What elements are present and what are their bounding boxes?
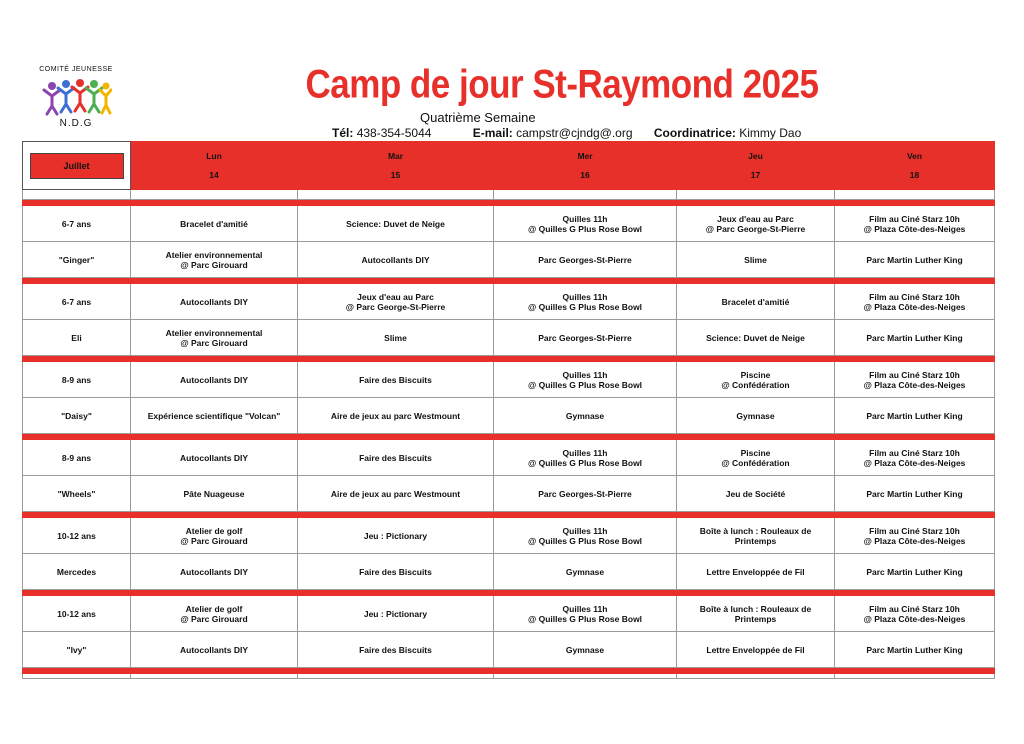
activity-cell <box>677 362 835 398</box>
activity-line: Faire des Biscuits <box>359 374 432 385</box>
month-cell <box>23 142 131 190</box>
group-label: "Wheels" <box>23 476 131 512</box>
group-label: 6-7 ans <box>23 206 131 242</box>
activity-line: Slime <box>744 254 767 265</box>
logo-bottom-text: N.D.G <box>59 118 93 129</box>
activity-line: Aire de jeux au parc Westmount <box>330 488 461 499</box>
activity-line: Quilles 11h <box>562 525 608 536</box>
activity-line: Autocollants DIY <box>179 644 248 655</box>
activity-cell <box>835 518 995 554</box>
activity-line: Atelier environnemental <box>165 249 263 260</box>
activity-line: Printemps <box>734 613 777 624</box>
activity-line: @ Plaza Côte-des-Neiges <box>863 457 966 468</box>
activity-line: Bracelet d'amitié <box>721 296 790 307</box>
activity-line: Gymnase <box>565 410 605 421</box>
activity-cell <box>835 554 995 590</box>
activity-line: Lettre Enveloppée de Fil <box>706 566 805 577</box>
activity-cell <box>677 320 835 356</box>
group-label: "Ivy" <box>23 632 131 668</box>
activity-cell <box>494 398 677 434</box>
table-row <box>23 362 995 398</box>
activity-line: Parc Georges-St-Pierre <box>538 332 632 343</box>
activity-line: Piscine <box>740 369 771 380</box>
activity-line: Atelier de golf <box>185 525 243 536</box>
email-label: E-mail: <box>472 126 513 140</box>
table-row <box>23 632 995 668</box>
activity-line: Faire des Biscuits <box>359 566 432 577</box>
activity-line: @ Parc Girouard <box>180 535 248 546</box>
activity-cell <box>677 554 835 590</box>
activity-line: Quilles 11h <box>562 603 608 614</box>
activity-line: Expérience scientifique "Volcan" <box>147 410 281 421</box>
activity-cell <box>494 440 677 476</box>
table-row <box>23 320 995 356</box>
activity-cell <box>298 242 494 278</box>
activity-cell <box>131 554 298 590</box>
activity-line: Gymnase <box>565 644 605 655</box>
activity-cell <box>835 362 995 398</box>
activity-line: Quilles 11h <box>562 369 608 380</box>
activity-cell <box>131 206 298 242</box>
logo-top-text: COMITÉ JEUNESSE <box>39 66 113 73</box>
activity-cell <box>677 518 835 554</box>
activity-line: @ Plaza Côte-des-Neiges <box>863 223 966 234</box>
activity-line: Slime <box>384 332 407 343</box>
table-row <box>23 596 995 632</box>
group-label: 10-12 ans <box>23 518 131 554</box>
activity-line: Gymnase <box>565 566 605 577</box>
activity-line: Film au Ciné Starz 10h <box>869 291 960 302</box>
activity-cell <box>494 476 677 512</box>
activity-cell <box>677 242 835 278</box>
activity-line: Quilles 11h <box>562 213 608 224</box>
activity-line: Autocollants DIY <box>179 452 248 463</box>
activity-cell <box>131 596 298 632</box>
activity-line: Parc Martin Luther King <box>866 410 963 421</box>
activity-line: Film au Ciné Starz 10h <box>869 525 960 536</box>
activity-line: Jeu : Pictionary <box>363 608 428 619</box>
activity-line: Jeux d'eau au Parc <box>357 291 434 302</box>
activity-line: Boîte à lunch : Rouleaux de <box>699 603 812 614</box>
table-row <box>23 284 995 320</box>
activity-cell <box>131 242 298 278</box>
activity-line: Science: Duvet de Neige <box>706 332 805 343</box>
activity-line: @ Plaza Côte-des-Neiges <box>863 535 966 546</box>
day-header: Lun 14 <box>131 142 298 190</box>
activity-line: @ Plaza Côte-des-Neiges <box>863 613 966 624</box>
activity-line: @ Confédération <box>721 379 790 390</box>
spacer-row <box>23 674 995 679</box>
group-label: "Ginger" <box>23 242 131 278</box>
activity-cell <box>298 398 494 434</box>
table-row <box>23 398 995 434</box>
table-row <box>23 554 995 590</box>
tel-value: 438-354-5044 <box>356 126 432 140</box>
activity-cell <box>298 518 494 554</box>
activity-line: Piscine <box>740 447 771 458</box>
activity-line: Parc Georges-St-Pierre <box>538 254 632 265</box>
activity-cell <box>835 206 995 242</box>
activity-cell <box>494 242 677 278</box>
group-label: Mercedes <box>23 554 131 590</box>
coordinator-value: Kimmy Dao <box>739 126 802 140</box>
activity-cell <box>835 398 995 434</box>
activity-line: Aire de jeux au parc Westmount <box>330 410 461 421</box>
activity-line: Jeu de Société <box>725 488 786 499</box>
activity-line: Parc Martin Luther King <box>866 254 963 265</box>
tel-label: Tél: <box>332 126 354 140</box>
activity-cell <box>835 632 995 668</box>
activity-cell <box>298 284 494 320</box>
activity-cell <box>131 284 298 320</box>
activity-line: Atelier de golf <box>185 603 243 614</box>
activity-line: Autocollants DIY <box>179 296 248 307</box>
activity-cell <box>298 596 494 632</box>
group-label: 10-12 ans <box>23 596 131 632</box>
table-row <box>23 206 995 242</box>
activity-cell <box>131 362 298 398</box>
activity-line: Jeux d'eau au Parc <box>717 213 794 224</box>
activity-line: @ Parc Girouard <box>180 337 248 348</box>
activity-cell <box>131 398 298 434</box>
activity-cell <box>298 554 494 590</box>
group-label: "Daisy" <box>23 398 131 434</box>
activity-cell <box>677 284 835 320</box>
activity-cell <box>494 596 677 632</box>
activity-line: Parc Georges-St-Pierre <box>538 488 632 499</box>
contact-line <box>332 126 801 140</box>
activity-line: Atelier environnemental <box>165 327 263 338</box>
activity-cell <box>677 440 835 476</box>
activity-line: Parc Martin Luther King <box>866 566 963 577</box>
day-header: Mer 16 <box>494 142 677 190</box>
table-row <box>23 242 995 278</box>
activity-line: Faire des Biscuits <box>359 452 432 463</box>
activity-line: Jeu : Pictionary <box>363 530 428 541</box>
activity-line: @ Quilles G Plus Rose Bowl <box>527 223 643 234</box>
activity-line: @ Quilles G Plus Rose Bowl <box>527 535 643 546</box>
day-header: Mar 15 <box>298 142 494 190</box>
activity-line: Bracelet d'amitié <box>180 218 248 229</box>
activity-line: Film au Ciné Starz 10h <box>869 603 960 614</box>
activity-line: Autocollants DIY <box>179 566 248 577</box>
activity-line: @ Quilles G Plus Rose Bowl <box>527 457 643 468</box>
activity-cell <box>298 632 494 668</box>
activity-line: @ Plaza Côte-des-Neiges <box>863 379 966 390</box>
activity-line: Boîte à lunch : Rouleaux de <box>699 525 812 536</box>
activity-line: Science: Duvet de Neige <box>346 218 445 229</box>
activity-cell <box>677 596 835 632</box>
activity-line: Printemps <box>734 535 777 546</box>
activity-line: Parc Martin Luther King <box>866 488 963 499</box>
activity-line: @ Quilles G Plus Rose Bowl <box>527 379 643 390</box>
activity-line: Faire des Biscuits <box>359 644 432 655</box>
activity-cell <box>835 440 995 476</box>
schedule-table <box>22 141 995 679</box>
activity-line: @ Plaza Côte-des-Neiges <box>863 301 966 312</box>
activity-cell <box>131 632 298 668</box>
activity-cell <box>298 320 494 356</box>
activity-line: Parc Martin Luther King <box>866 644 963 655</box>
email-value: campstr@cjndg@.org <box>516 126 633 140</box>
table-row <box>23 518 995 554</box>
table-row <box>23 440 995 476</box>
header-row <box>23 142 995 190</box>
activity-cell <box>494 518 677 554</box>
group-label: 8-9 ans <box>23 440 131 476</box>
day-header: Jeu 17 <box>677 142 835 190</box>
day-header: Ven 18 <box>835 142 995 190</box>
activity-line: Autocollants DIY <box>179 374 248 385</box>
activity-cell <box>131 320 298 356</box>
activity-cell <box>677 476 835 512</box>
activity-line: Film au Ciné Starz 10h <box>869 369 960 380</box>
activity-cell <box>494 554 677 590</box>
activity-line: Parc Martin Luther King <box>866 332 963 343</box>
activity-line: Quilles 11h <box>562 447 608 458</box>
month-badge: Juillet <box>30 153 124 179</box>
coordinator-label: Coordinatrice: <box>653 126 736 140</box>
activity-line: Film au Ciné Starz 10h <box>869 447 960 458</box>
table-row <box>23 476 995 512</box>
activity-cell <box>835 476 995 512</box>
activity-line: @ Parc George-St-Pierre <box>345 301 446 312</box>
activity-cell <box>131 518 298 554</box>
group-label: Eli <box>23 320 131 356</box>
page-title: Camp de jour St-Raymond 2025 <box>305 62 819 107</box>
activity-cell <box>494 284 677 320</box>
activity-cell <box>835 320 995 356</box>
activity-cell <box>677 398 835 434</box>
logo <box>36 66 116 132</box>
activity-cell <box>131 440 298 476</box>
activity-line: Pâte Nuageuse <box>183 488 245 499</box>
people-logo-icon <box>40 76 112 116</box>
activity-line: @ Parc Girouard <box>180 613 248 624</box>
activity-cell <box>494 206 677 242</box>
activity-cell <box>835 242 995 278</box>
activity-cell <box>677 206 835 242</box>
activity-line: @ Quilles G Plus Rose Bowl <box>527 301 643 312</box>
activity-cell <box>298 362 494 398</box>
group-label: 8-9 ans <box>23 362 131 398</box>
activity-cell <box>677 632 835 668</box>
activity-line: Film au Ciné Starz 10h <box>869 213 960 224</box>
activity-cell <box>298 476 494 512</box>
group-label: 6-7 ans <box>23 284 131 320</box>
activity-cell <box>494 362 677 398</box>
activity-cell <box>494 632 677 668</box>
activity-line: @ Parc George-St-Pierre <box>705 223 806 234</box>
activity-cell <box>835 284 995 320</box>
activity-cell <box>298 440 494 476</box>
page-subtitle: Quatrième Semaine <box>420 110 536 125</box>
activity-cell <box>131 476 298 512</box>
activity-line: @ Quilles G Plus Rose Bowl <box>527 613 643 624</box>
activity-cell <box>494 320 677 356</box>
activity-line: Lettre Enveloppée de Fil <box>706 644 805 655</box>
activity-line: Gymnase <box>736 410 775 421</box>
activity-line: Autocollants DIY <box>361 254 430 265</box>
activity-cell <box>835 596 995 632</box>
activity-line: @ Parc Girouard <box>180 259 248 270</box>
activity-line: @ Confédération <box>721 457 790 468</box>
spacer-row <box>23 190 995 200</box>
activity-cell <box>298 206 494 242</box>
activity-line: Quilles 11h <box>562 291 608 302</box>
